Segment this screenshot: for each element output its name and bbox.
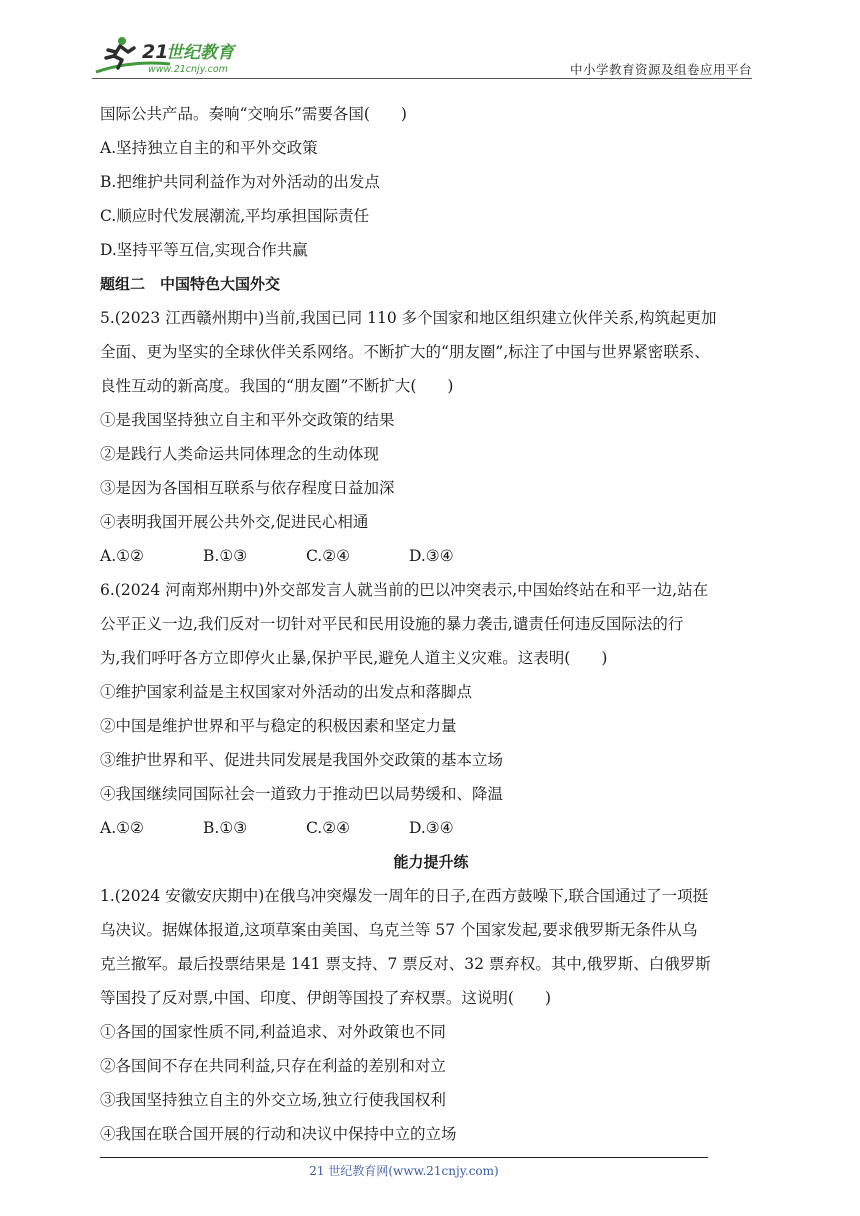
p1-item-3: ③我国坚持独立自主的外交立场,独立行使我国权利 xyxy=(100,1091,446,1109)
q4-option-d: D.坚持平等互信,实现合作共赢 xyxy=(100,241,308,259)
platform-title: 中小学教育资源及组卷应用平台 xyxy=(569,62,752,77)
p1-stem-line-4: 等国投了反对票,中国、印度、伊朗等国投了弃权票。这说明( ) xyxy=(100,989,552,1007)
footer-divider xyxy=(100,1157,708,1158)
q6-stem-line-3: 为,我们呼吁各方立即停火止暴,保护平民,避免人道主义灾难。这表明( ) xyxy=(100,649,608,667)
header-divider xyxy=(92,78,752,79)
q5-stem-line-2: 全面、更为坚实的全球伙伴关系网络。不断扩大的“朋友圈”,标注了中国与世界紧密联系、 xyxy=(100,343,710,361)
q6-choice-c: C.②④ xyxy=(306,819,351,837)
site-logo[interactable] xyxy=(92,34,262,78)
q6-stem-line-1: 6.(2024 河南郑州期中)外交部发言人就当前的巴以冲突表示,中国始终站在和平一边,站在 xyxy=(100,581,709,599)
svg-text:世纪教育: 世纪教育 xyxy=(166,43,234,63)
q5-choice-b: B.①③ xyxy=(203,547,248,565)
section-heading: 能力提升练 xyxy=(393,853,469,871)
q4-option-a: A.坚持独立自主的和平外交政策 xyxy=(100,139,318,157)
q5-stem-line-1: 5.(2023 江西赣州期中)当前,我国已同 110 多个国家和地区组织建立伙伴关系,构筑起更加 xyxy=(100,309,717,327)
footer-link[interactable]: 21 世纪教育网(www.21cnjy.com) xyxy=(309,1164,499,1178)
group-two-heading: 题组二 中国特色大国外交 xyxy=(100,275,281,293)
q6-choice-d: D.③④ xyxy=(409,819,454,837)
page-header xyxy=(0,0,860,80)
q6-stem-line-2: 公平正义一边,我们反对一切针对平民和民用设施的暴力袭击,谴责任何违反国际法的行 xyxy=(100,615,684,633)
q6-item-2: ②中国是维护世界和平与稳定的积极因素和坚定力量 xyxy=(100,717,457,735)
svg-text:21: 21 xyxy=(142,41,169,63)
q5-item-3: ③是因为各国相互联系与依存程度日益加深 xyxy=(100,479,395,497)
q5-item-1: ①是我国坚持独立自主和平外交政策的结果 xyxy=(100,411,395,429)
p1-item-4: ④我国在联合国开展的行动和决议中保持中立的立场 xyxy=(100,1125,457,1143)
p1-item-1: ①各国的国家性质不同,利益追求、对外政策也不同 xyxy=(100,1023,446,1041)
q5-item-4: ④表明我国开展公共外交,促进民心相通 xyxy=(100,513,369,531)
q5-stem-line-3: 良性互动的新高度。我国的“朋友圈”不断扩大( ) xyxy=(100,377,454,395)
svg-text:www.21cnjy.com: www.21cnjy.com xyxy=(148,64,228,75)
q4-option-c: C.顺应时代发展潮流,平均承担国际责任 xyxy=(100,207,370,225)
q4-stem-tail: 国际公共产品。奏响“交响乐”需要各国( ) xyxy=(100,105,407,123)
q5-choice-a: A.①② xyxy=(100,547,144,565)
q5-choices xyxy=(100,539,762,573)
runner-logo-icon xyxy=(92,34,262,78)
p1-stem-line-3: 克兰撤军。最后投票结果是 141 票支持、7 票反对、32 票弃权。其中,俄罗斯、白俄罗斯 xyxy=(100,955,711,973)
q6-item-1: ①维护国家利益是主权国家对外活动的出发点和落脚点 xyxy=(100,683,473,701)
q6-item-4: ④我国继续同国际社会一道致力于推动巴以局势缓和、降温 xyxy=(100,785,504,803)
q6-choices xyxy=(100,811,762,845)
q6-item-3: ③维护世界和平、促进共同发展是我国外交政策的基本立场 xyxy=(100,751,504,769)
q6-choice-a: A.①② xyxy=(100,819,144,837)
q5-item-2: ②是践行人类命运共同体理念的生动体现 xyxy=(100,445,380,463)
document-body xyxy=(100,97,762,1151)
q6-choice-b: B.①③ xyxy=(203,819,248,837)
p1-stem-line-1: 1.(2024 安徽安庆期中)在俄乌冲突爆发一周年的日子,在西方鼓噪下,联合国通过了一项挺 xyxy=(100,887,709,905)
q4-option-b: B.把维护共同利益作为对外活动的出发点 xyxy=(100,173,380,191)
q5-choice-d: D.③④ xyxy=(409,547,454,565)
q5-choice-c: C.②④ xyxy=(306,547,351,565)
p1-stem-line-2: 乌决议。据媒体报道,这项草案由美国、乌克兰等 57 个国家发起,要求俄罗斯无条件从乌 xyxy=(100,921,698,939)
p1-item-2: ②各国间不存在共同利益,只存在利益的差别和对立 xyxy=(100,1057,446,1075)
